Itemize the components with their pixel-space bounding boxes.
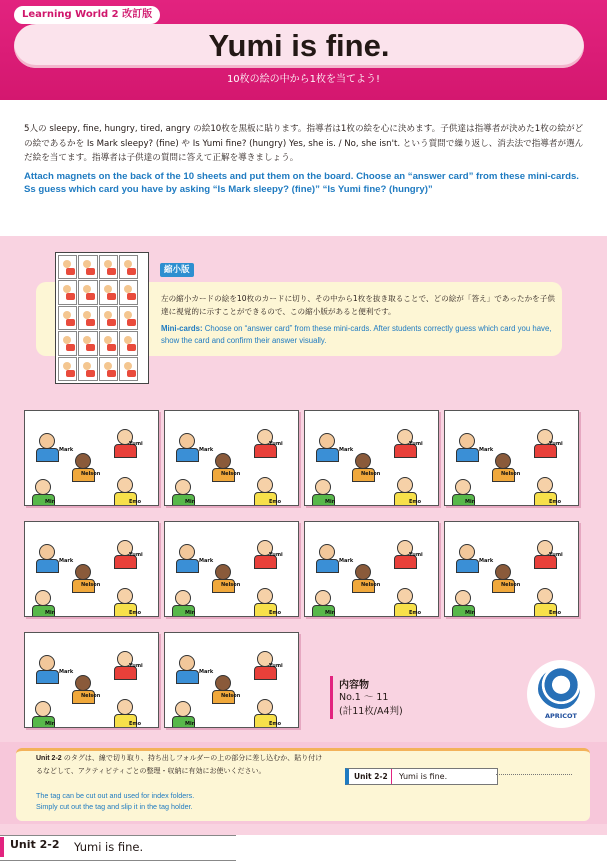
picture-card: [164, 632, 299, 728]
character-body: [316, 559, 339, 573]
tag-unit-label: Unit 2-2: [351, 769, 392, 784]
character-head: [175, 479, 191, 495]
mini-card: [99, 280, 118, 304]
footer-accent: [0, 837, 4, 857]
series-badge: Learning World 2 改訂版: [14, 6, 160, 24]
character-head: [537, 477, 553, 493]
character-name-label: Emo: [129, 610, 142, 616]
page-title: Yumi is fine.: [208, 28, 390, 63]
character-head: [459, 433, 475, 449]
character-head: [35, 701, 51, 717]
mini-card-sheet: [55, 252, 149, 384]
tag-note-japanese-text: のタグは、線で切り取り、持ち出しフォルダーの上の部分に差し込むか、貼り付けるなどして、アクティビティごとの整理・収納に有効にお使いください。: [36, 754, 323, 775]
character-name-label: Yumi: [549, 552, 563, 558]
character-head: [459, 544, 475, 560]
character-body: [316, 448, 339, 462]
character-head: [455, 590, 471, 606]
character-name-label: Yumi: [269, 441, 283, 447]
character-head: [537, 588, 553, 604]
mini-card: [58, 280, 77, 304]
character-name-label: Nelson: [361, 582, 381, 588]
character-name-label: Nelson: [81, 693, 101, 699]
character-name-label: Mark: [339, 558, 354, 564]
character-head: [35, 590, 51, 606]
character-name-label: Yumi: [129, 552, 143, 558]
character-name-label: Emo: [269, 721, 282, 727]
picture-card: [304, 521, 439, 617]
character-head: [319, 433, 335, 449]
character-name-label: Nelson: [221, 471, 241, 477]
character-name-label: Min: [45, 499, 56, 505]
character-body: [36, 559, 59, 573]
mini-card: [119, 280, 138, 304]
mini-card: [99, 331, 118, 355]
character-name-label: Mark: [199, 669, 214, 675]
character-name-label: Mark: [59, 669, 74, 675]
character-head: [179, 544, 195, 560]
character-head: [397, 588, 413, 604]
character-head: [117, 699, 133, 715]
mini-card-english-text: Choose on “answer card” from these mini-cards. After students correctly guess which card you have, show the card and confirm their answer visually.: [161, 324, 552, 345]
intro-section: [0, 100, 607, 236]
character-name-label: Min: [45, 610, 56, 616]
intro-japanese: 5人の sleepy, fine, hungry, tired, angry の絵10枚を黒板に貼ります。指導者は1枚の絵を心に決めます。子供達は指導者が決めた1枚の絵がどの絵であるかを Is Mark sleepy? (fine) や Is Yumi fine? (hungry) Yes, she is. / No, she isn't. という質問で繰り返し、消去法で指導者が選んだ絵を当てます。指導者は子供達の質問に答えて正解を導きましょう。: [24, 124, 584, 163]
contents-line-2: (計11枚/A4判): [339, 706, 403, 717]
mini-card-english-label: Mini-cards:: [161, 324, 203, 333]
character-name-label: Nelson: [81, 471, 101, 477]
character-head: [257, 699, 273, 715]
character-head: [39, 433, 55, 449]
picture-card: [24, 632, 159, 728]
character-head: [35, 479, 51, 495]
character-name-label: Emo: [549, 610, 562, 616]
title-pill: [14, 24, 584, 68]
mini-card: [99, 357, 118, 381]
character-name-label: Mark: [479, 558, 494, 564]
character-head: [75, 453, 91, 469]
mini-card: [78, 331, 97, 355]
character-head: [257, 477, 273, 493]
footer-unit-label: Unit 2-2: [10, 838, 60, 851]
page-subtitle: 10枚の絵の中から1枚を当てよう!: [226, 74, 381, 85]
mini-card: [119, 331, 138, 355]
tag-cut-line: [496, 774, 572, 775]
character-body: [456, 448, 479, 462]
character-name-label: Yumi: [129, 441, 143, 447]
character-head: [215, 564, 231, 580]
character-name-label: Emo: [129, 499, 142, 505]
character-head: [495, 453, 511, 469]
footer-title: Yumi is fine.: [74, 840, 144, 854]
character-name-label: Nelson: [221, 693, 241, 699]
mini-card: [58, 331, 77, 355]
character-head: [179, 655, 195, 671]
mini-card: [58, 255, 77, 279]
character-name-label: Nelson: [81, 582, 101, 588]
character-head: [215, 675, 231, 691]
character-name-label: Min: [325, 499, 336, 505]
tag-title: Yumi is fine.: [399, 772, 448, 781]
character-name-label: Min: [465, 610, 476, 616]
character-name-label: Mark: [339, 447, 354, 453]
character-body: [456, 559, 479, 573]
character-head: [315, 590, 331, 606]
tag-note-english-line-1: The tag can be cut out and used for index folders.: [36, 791, 195, 800]
mini-card: [99, 255, 118, 279]
character-body: [36, 670, 59, 684]
character-head: [39, 655, 55, 671]
mini-card: [99, 306, 118, 330]
mini-card: [58, 357, 77, 381]
character-name-label: Emo: [409, 499, 422, 505]
character-name-label: Mark: [479, 447, 494, 453]
character-head: [355, 564, 371, 580]
character-head: [315, 479, 331, 495]
mini-card: [58, 306, 77, 330]
contents-line-1: No.1 ～ 11: [339, 692, 389, 703]
intro-english: Attach magnets on the back of the 10 sheets and put them on the board. Choose an “answer card” from these mini-cards. Ss guess which card you have by asking “Is Mark sleepy? (fine)” “Is Yumi fine? (hungry)”: [24, 171, 579, 195]
character-name-label: Yumi: [409, 441, 423, 447]
picture-card: [444, 521, 579, 617]
character-name-label: Min: [185, 499, 196, 505]
character-head: [319, 544, 335, 560]
cut-out-tag[interactable]: [345, 768, 498, 785]
character-head: [455, 479, 471, 495]
mini-card: [78, 255, 97, 279]
character-head: [175, 701, 191, 717]
character-name-label: Emo: [409, 610, 422, 616]
character-name-label: Emo: [269, 610, 282, 616]
mini-card: [78, 306, 97, 330]
character-head: [117, 477, 133, 493]
character-body: [176, 448, 199, 462]
character-head: [179, 433, 195, 449]
apricot-logo-text: APRICOT: [545, 712, 577, 720]
character-name-label: Mark: [59, 558, 74, 564]
character-name-label: Mark: [59, 447, 74, 453]
character-name-label: Nelson: [501, 582, 521, 588]
character-name-label: Nelson: [361, 471, 381, 477]
character-name-label: Emo: [129, 721, 142, 727]
mini-card: [119, 255, 138, 279]
picture-card: [164, 410, 299, 506]
tag-note-english: [36, 791, 326, 812]
character-name-label: Nelson: [501, 471, 521, 477]
character-name-label: Min: [325, 610, 336, 616]
character-body: [176, 670, 199, 684]
character-head: [355, 453, 371, 469]
character-name-label: Mark: [199, 558, 214, 564]
character-name-label: Emo: [549, 499, 562, 505]
character-name-label: Emo: [269, 499, 282, 505]
character-head: [75, 675, 91, 691]
character-name-label: Yumi: [409, 552, 423, 558]
contents-heading: 内容物: [339, 680, 369, 691]
apricot-logo: [527, 660, 595, 728]
picture-card: [304, 410, 439, 506]
character-name-label: Min: [185, 721, 196, 727]
mini-card: [78, 357, 97, 381]
character-body: [176, 559, 199, 573]
mini-card-english: [161, 323, 556, 346]
character-name-label: Yumi: [269, 552, 283, 558]
tag-note-japanese: [36, 752, 326, 777]
character-name-label: Min: [185, 610, 196, 616]
footer-arrow-icon: [226, 836, 238, 860]
character-head: [495, 564, 511, 580]
character-name-label: Min: [45, 721, 56, 727]
mini-card: [119, 357, 138, 381]
character-head: [215, 453, 231, 469]
tag-note-unit: Unit 2-2: [36, 755, 62, 762]
character-head: [75, 564, 91, 580]
character-name-label: Mark: [199, 447, 214, 453]
apricot-emblem-icon: [538, 668, 580, 710]
character-name-label: Min: [465, 499, 476, 505]
picture-card: [24, 521, 159, 617]
picture-card: [444, 410, 579, 506]
character-head: [117, 588, 133, 604]
mini-card-grid: [58, 255, 138, 381]
character-name-label: Nelson: [221, 582, 241, 588]
character-name-label: Yumi: [269, 663, 283, 669]
character-head: [397, 477, 413, 493]
contents-block: [330, 676, 403, 719]
character-name-label: Yumi: [129, 663, 143, 669]
picture-card: [24, 410, 159, 506]
picture-card: [164, 521, 299, 617]
character-head: [39, 544, 55, 560]
mini-version-badge: 縮小版: [160, 263, 194, 277]
character-head: [175, 590, 191, 606]
mini-card-japanese: 左の縮小カードの絵を10枚のカードに切り、その中から1枚を抜き取ることで、どの絵が「答え」であったかを子供達に視覚的に示すことができるので、この縮小版があると便利です。: [161, 294, 555, 316]
character-head: [257, 588, 273, 604]
mini-card: [78, 280, 97, 304]
mini-card: [119, 306, 138, 330]
tag-note-english-line-2: Simply cut out the tag and slip it in the tag holder.: [36, 801, 193, 811]
character-name-label: Yumi: [549, 441, 563, 447]
character-body: [36, 448, 59, 462]
